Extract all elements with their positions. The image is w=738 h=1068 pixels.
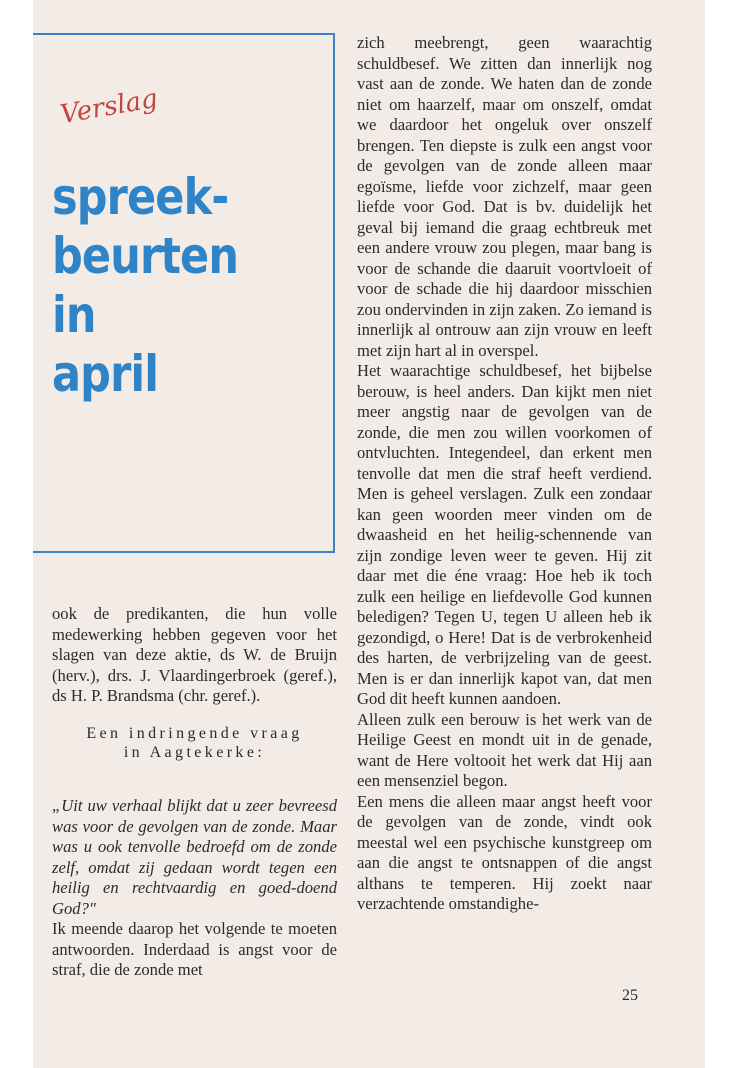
title-line: spreek-: [52, 168, 229, 226]
page-number: 25: [622, 987, 638, 1004]
heading-line: in Aagtekerke:: [123, 744, 266, 761]
handwritten-margin-note: Verslag: [58, 83, 160, 131]
paragraph: Een mens die alleen maar angst heeft voor de gevolgen van de zonde, vindt ook meestal wel een psychische kunstgreep om aan die angst te ontsnappen of die angst althans te temperen. Hij zoekt naar verzachtende omstandighe-: [357, 791, 652, 913]
quote-paragraph: „Uit uw verhaal blijkt dat u zeer bevreesd was voor de gevolgen van de zonde. Maar was u ook tenvolle bedroefd om de zonde zelf, omdat zij gedaan wordt tegen een heilig en rechtvaardig en goed-doend God?": [52, 796, 337, 918]
heading-line: Een indringende vraag: [86, 725, 303, 742]
right-column: [357, 33, 652, 915]
title-line: beurten: [52, 227, 239, 285]
title-line: april: [52, 345, 159, 403]
article-title: [52, 168, 238, 404]
paragraph: ook de predikanten, die hun volle medewerking hebben gegeven voor het slagen van deze aktie, ds W. de Bruijn (herv.), drs. J. Vlaardingerbroek (geref.), ds H. P. Brandsma (chr. geref.).: [52, 604, 337, 705]
paragraph: Het waarachtige schuldbesef, het bijbelse berouw, is heel anders. Dan kijkt men niet meer angstig naar de gevolgen van de zonde, die men zou willen voorkomen of ontvluchten. Integendeel, dan erkent men tenvolle dat men die straf heeft verdiend. Men is geheel verslagen. Zulk een zondaar kan geen woorden meer vinden om de dwaasheid en het heilig-schennende van zijn zondige leven weer te geven. Hij zit daar met die éne vraag: Hoe heb ik toch zulk een heilige en liefdevolle God kunnen beledigen? Tegen U, tegen U alleen heb ik gezondigd, o Here! Dat is de verbrokenheid des harten, de verbrijzeling van de geest. Men is er dan innerlijk kapot van, dat men God dit heeft kunnen aandoen.: [357, 361, 652, 708]
section-heading: [52, 724, 337, 762]
left-column-intro: [52, 604, 337, 707]
left-column-body: [52, 796, 337, 981]
title-line: in: [52, 286, 96, 344]
paragraph: zich meebrengt, geen waarachtig schuldbesef. We zitten dan innerlijk nog vast aan de zonde. We haten dan de zonde niet om haarzelf, maar om onszelf, omdat we daardoor het ongeluk over onszelf brengen. Ten diepste is zulk een angst voor de gevolgen van de zonde alleen maar egoïsme, liefde voor zichzelf, maar geen liefde voor God. Dat is bv. duidelijk het geval bij iemand die graag echtbreuk met een andere vrouw zou plegen, maar bang is voor de schande die daaruit voortvloeit of voor de schade die hij daardoor misschien zou ondervinden in zijn zaken. Zo iemand is innerlijk al ontrouw aan zijn vrouw en leeft met zijn hart al in overspel.: [357, 33, 652, 360]
paragraph: Ik meende daarop het volgende te moeten antwoorden. Inderdaad is angst voor de straf, die de zonde met: [52, 919, 337, 979]
paragraph: Alleen zulk een berouw is het werk van de Heilige Geest en mondt uit in de genade, want de Here voltooit het werk dat Hij aan een mensenziel begon.: [357, 709, 652, 790]
